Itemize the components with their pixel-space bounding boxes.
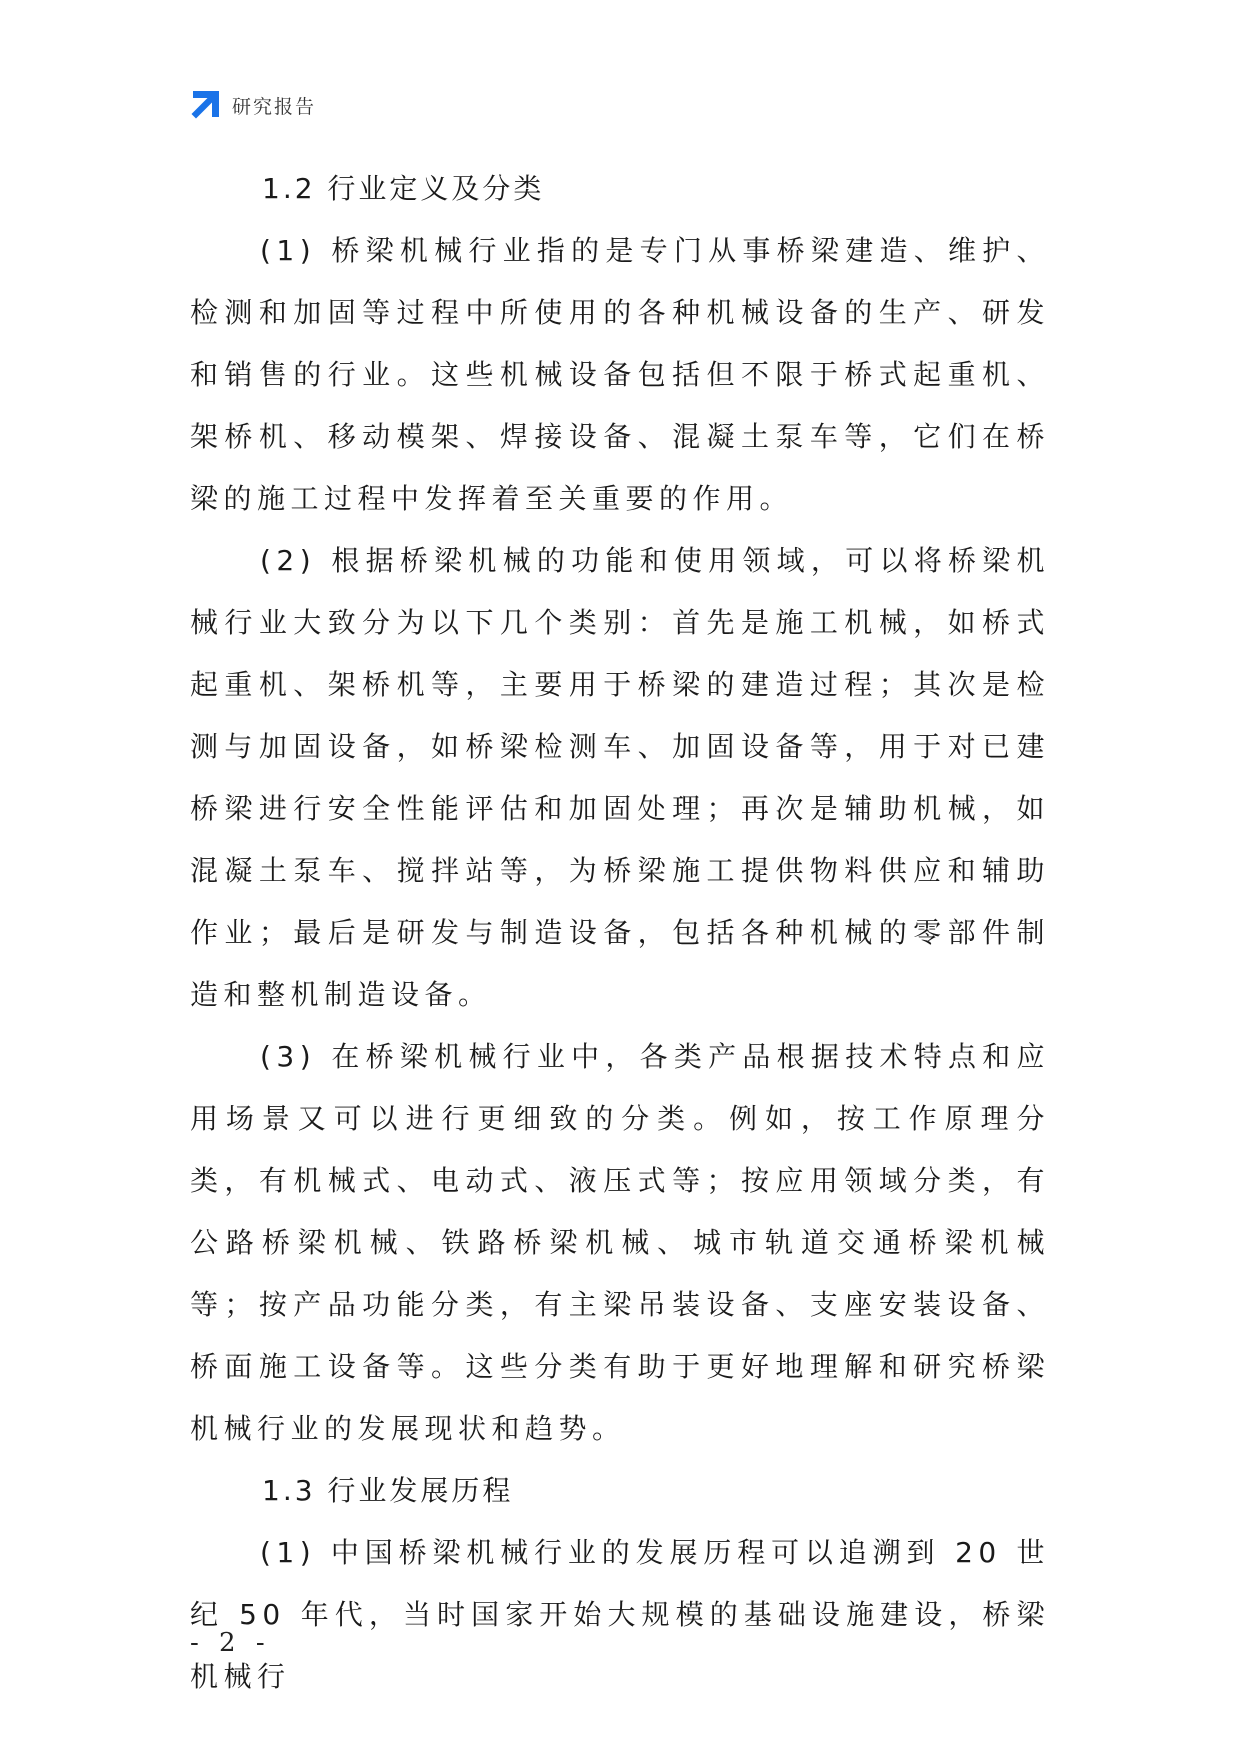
paragraph: (1) 中国桥梁机械行业的发展历程可以追溯到 20 世纪 50 年代，当时国家开始大规模的基础设施建设，桥梁机械行: [190, 1536, 1050, 1693]
header-title: 研究报告: [232, 95, 317, 118]
report-header: [190, 88, 316, 122]
page-number: - 2 -: [190, 1628, 271, 1658]
document-body: [190, 158, 1050, 1708]
section-heading: 1.2 行业定义及分类: [262, 172, 545, 205]
arrow-up-right-icon: [190, 90, 220, 120]
paragraph: (3) 在桥梁机械行业中，各类产品根据技术特点和应用场景又可以进行更细致的分类。例如，按工作原理分类，有机械式、电动式、液压式等；按应用领域分类，有公路桥梁机械、铁路桥梁机械、城市轨道交通桥梁机械等；按产品功能分类，有主梁吊装设备、支座安装设备、桥面施工设备等。这些分类有助于更好地理解和研究桥梁机械行业的发展现状和趋势。: [190, 1040, 1050, 1445]
paragraph: (1) 桥梁机械行业指的是专门从事桥梁建造、维护、检测和加固等过程中所使用的各种机械设备的生产、研发和销售的行业。这些机械设备包括但不限于桥式起重机、架桥机、移动模架、焊接设备、混凝土泵车等，它们在桥梁的施工过程中发挥着至关重要的作用。: [190, 234, 1050, 515]
section-heading: 1.3 行业发展历程: [262, 1474, 514, 1507]
paragraph: (2) 根据桥梁机械的功能和使用领域，可以将桥梁机械行业大致分为以下几个类别：首先是施工机械，如桥式起重机、架桥机等，主要用于桥梁的建造过程；其次是检测与加固设备，如桥梁检测车、加固设备等，用于对已建桥梁进行安全性能评估和加固处理；再次是辅助机械，如混凝土泵车、搅拌站等，为桥梁施工提供物料供应和辅助作业；最后是研发与制造设备，包括各种机械的零部件制造和整机制造设备。: [190, 544, 1050, 1011]
